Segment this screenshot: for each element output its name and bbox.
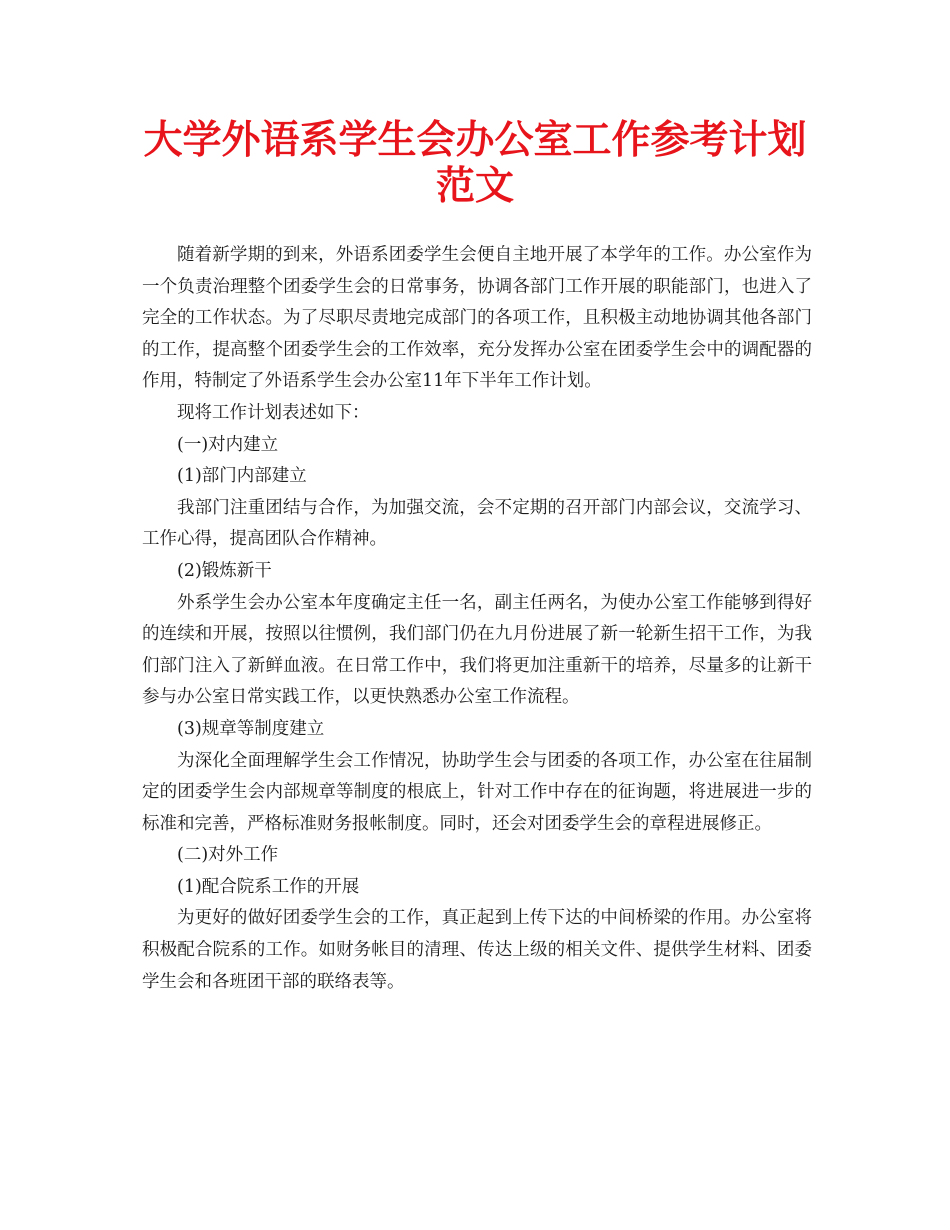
paragraph-rules: 为深化全面理解学生会工作情况，协助学生会与团委的各项工作，办公室在往届制定的团委学生会内部规章等制度的根底上，针对工作中存在的征询题，将进展进一步的标准和完善，严格标准财务报帐制度。同时，还会对团委学生会的章程进展修正。 — [142, 750, 812, 834]
subheading-training: (2)锻炼新干 — [177, 560, 272, 581]
paragraph-lead: 现将工作计划表述如下： — [177, 402, 370, 423]
subheading-cooperation: (1)配合院系工作的开展 — [177, 876, 360, 897]
subheading-department: (1)部门内部建立 — [177, 466, 307, 487]
paragraph-intro: 随着新学期的到来，外语系团委学生会便自主地开展了本学年的工作。办公室作为一个负责治理整个团委学生会的日常事务，协调各部门工作开展的职能部门，也进入了完全的工作状态。为了尽职尽责地完成部门的各项工作，且积极主动地协调其他各部门的工作，提高整个团委学生会的工作效率，充分发挥办公室在团委学生会中的调配器的作用，特制定了外语系学生会办公室11年下半年工作计划。 — [142, 245, 812, 392]
subheading-rules: (3)规章等制度建立 — [177, 718, 325, 739]
document-title: 大学外语系学生会办公室工作参考计划范文 — [143, 118, 807, 209]
section-heading-external: (二)对外工作 — [177, 845, 279, 866]
paragraph-training: 外系学生会办公室本年度确定主任一名，副主任两名，为使办公室工作能够到得好的连续和开展，按照以往惯例，我们部门仍在九月份进展了新一轮新生招干工作，为我们部门注入了新鲜血液。在日常工作中，我们将更加注重新干的培养，尽量多的让新干参与办公室日常实践工作，以更快熟悉办公室工作流程。 — [142, 592, 812, 708]
paragraph-cooperation: 为更好的做好团委学生会的工作，真正起到上传下达的中间桥梁的作用。办公室将积极配合院系的工作。如财务帐目的清理、传达上级的相关文件、提供学生材料、团委学生会和各班团干部的联络表等。 — [142, 908, 812, 992]
section-heading-internal: (一)对内建立 — [177, 434, 279, 455]
document-body — [142, 240, 812, 998]
paragraph-department: 我部门注重团结与合作，为加强交流，会不定期的召开部门内部会议，交流学习、工作心得，提高团队合作精神。 — [142, 497, 812, 550]
